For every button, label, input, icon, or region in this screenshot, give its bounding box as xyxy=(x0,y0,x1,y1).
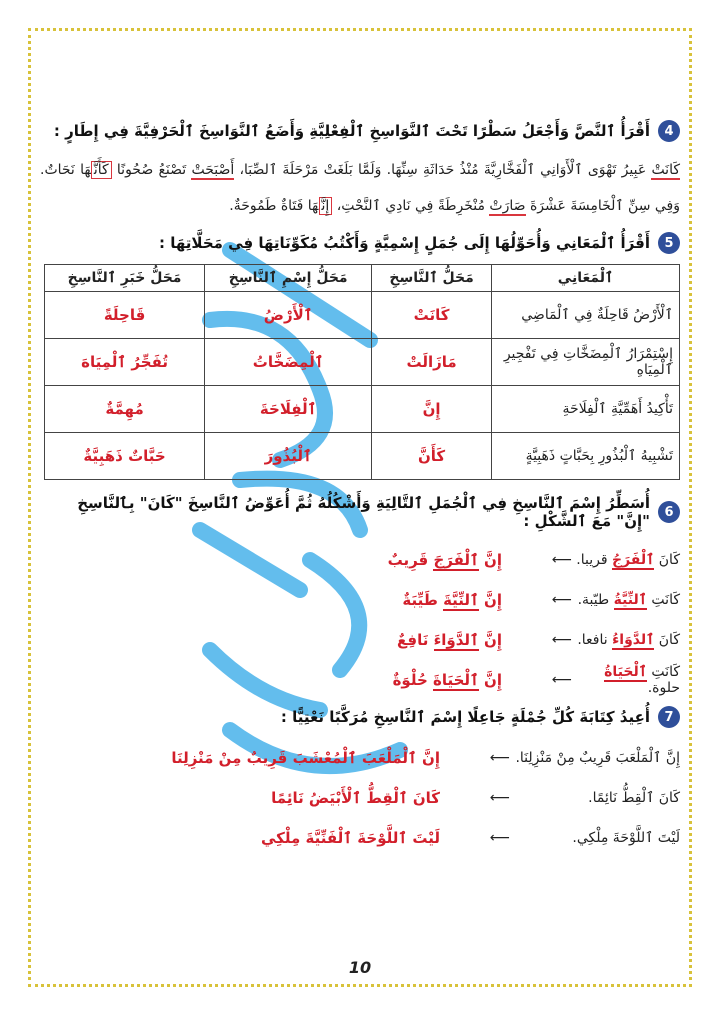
list-item xyxy=(40,818,680,858)
text-segment: إِنَّ xyxy=(478,671,502,689)
exercise-number-badge: 7 xyxy=(658,706,680,728)
ism-cell: ٱلْبُذُورَ xyxy=(205,433,372,480)
exercise-6-header xyxy=(40,494,680,530)
exercise-5-instruction: أَقْرَأُ ٱلْمَعَانِي وَأُحَوِّلُهَا إِلَى جُمَلٍ إِسْمِيَّةٍ وَأَكْتُبُ مُكَوِّنَاتِهَا فِي مَحَلَّاتِهَا : xyxy=(159,234,650,252)
meaning-cell: إِسْتِمْرَارُ ٱلْمِضَخَّاتِ فِي تَفْجِيرِ ٱلْمِيَاهِ xyxy=(492,339,680,386)
list-item xyxy=(40,660,680,700)
framed-particle: كَأَنَّ xyxy=(91,161,112,179)
text-segment: طيّبة. xyxy=(577,592,614,608)
source-sentence: لَيْتَ ٱللَّوْحَةَ مِلْكِي. xyxy=(572,830,680,846)
framed-particle: إِنَّ xyxy=(319,197,333,215)
underlined-subject: ٱلْفَرَجَ xyxy=(433,551,479,569)
underlined-subject: ٱلنِّيَّةَ xyxy=(443,591,479,609)
exercise-7-list xyxy=(40,738,680,858)
table-row xyxy=(45,386,680,433)
khabar-cell: حَبَّاتٌ ذَهَبِيَّةٌ xyxy=(45,433,205,480)
exercise-6-list xyxy=(40,540,680,700)
source-sentence: إِنَّ ٱلْمَلْعَبَ قَرِيبٌ مِنْ مَنْزِلِنَا. xyxy=(515,750,680,766)
table-row xyxy=(45,433,680,480)
source-sentence: كَانَ ٱلْقِطُّ نَائِمًا. xyxy=(588,790,680,806)
arrow-icon: ⟵ xyxy=(489,750,510,766)
list-item xyxy=(40,540,680,580)
list-item xyxy=(40,738,680,778)
text-segment: إِنَّ xyxy=(478,591,502,609)
underlined-subject: ٱلْفَرَجُ xyxy=(611,552,655,568)
underlined-subject: ٱلنِّيَّةُ xyxy=(613,592,647,608)
nasikh-cell: إِنَّ xyxy=(372,386,492,433)
exercise-6-instruction: أُسَطِّرُ إِسْمَ ٱلنَّاسِخِ فِي ٱلْجُمَلِ ٱلتَّالِيَةِ وَأَشْكُلُهُ ثُمَّ أُعَوِّضُ ٱلنَّاسِخَ "كَانَ" بِٱلنَّاسِخِ "إِنَّ" مَعَ ٱلشَّكْلِ : xyxy=(77,494,650,530)
source-sentence xyxy=(572,632,680,648)
answer-sentence xyxy=(393,671,502,689)
khabar-cell: قَاحِلَةً xyxy=(45,292,205,339)
text-segment: حلوة. xyxy=(647,680,680,696)
worksheet xyxy=(40,120,680,858)
list-item xyxy=(40,580,680,620)
arrow-icon: ⟵ xyxy=(551,632,572,648)
source-sentence xyxy=(572,552,680,568)
text-segment: نَافِعٌ xyxy=(397,631,434,649)
text-segment: إِنَّ xyxy=(478,551,502,569)
exercise-7-header xyxy=(40,706,680,728)
exercise-number-badge: 5 xyxy=(658,232,680,254)
nasikh-cell: كَانَتْ xyxy=(372,292,492,339)
list-item xyxy=(40,778,680,818)
source-sentence xyxy=(572,592,680,608)
nasikh-cell: كَأَنَّ xyxy=(372,433,492,480)
underlined-subject: ٱلدَّوَاءُ xyxy=(612,632,655,648)
underlined-subject: ٱلدَّوَاءَ xyxy=(433,631,479,649)
underlined-verb: صَارَتْ xyxy=(489,198,526,214)
page-number: 10 xyxy=(348,958,372,977)
text-segment: هَا نَحَاتٌ. وَفِي سِنِّ ٱلْخَامِسَةَ عَشْرَةَ xyxy=(40,162,680,214)
arrow-icon: ⟵ xyxy=(489,830,510,846)
arrow-icon: ⟵ xyxy=(551,592,572,608)
arrow-icon: ⟵ xyxy=(551,672,572,688)
exercise-4-text xyxy=(40,152,680,224)
answer-sentence xyxy=(397,631,502,649)
exercise-number-badge: 4 xyxy=(658,120,680,142)
underlined-verb: أَصْبَحَتْ xyxy=(191,162,235,178)
column-header: مَحَلُّ إِسْمِ ٱلنَّاسِخِ xyxy=(205,265,372,292)
meaning-cell: ٱلْأَرْضُ قَاحِلَةٌ فِي ٱلْمَاضِي xyxy=(492,292,680,339)
table-row xyxy=(45,292,680,339)
exercise-5-table xyxy=(44,264,680,480)
ism-cell: ٱلْأَرْضُ xyxy=(205,292,372,339)
answer-sentence: لَيْتَ ٱللَّوْحَةَ ٱلْفَنِّيَّةَ مِلْكِي xyxy=(260,829,440,847)
underlined-subject: ٱلْحَيَاةُ xyxy=(604,664,647,680)
text-segment: كَانَ xyxy=(654,552,680,568)
arrow-icon: ⟵ xyxy=(489,790,510,806)
text-segment: عَبِيرُ تَهْوَى ٱلْأَوَانِي ٱلْفَخَّارِيَّةَ مُنْذُ حَدَاثَةِ سِنِّهَا. وَلَمَّا بَلَغَتْ مَرْحَلَةَ ٱلصِّبَا، xyxy=(234,162,652,178)
ism-cell: ٱلْمِضَخَّاتُ xyxy=(205,339,372,386)
text-segment: نافعا. xyxy=(577,632,613,648)
exercise-number-badge: 6 xyxy=(658,501,680,523)
answer-sentence: إِنَّ ٱلْمَلْعَبَ ٱلْمُعْشَبَ قَرِيبٌ مِنْ مَنْزِلِنَا xyxy=(171,749,440,767)
text-segment: هَا فَتَاةٌ طَمُوحَةٌ. xyxy=(229,198,319,214)
table-row xyxy=(45,339,680,386)
list-item xyxy=(40,620,680,660)
khabar-cell: مُهِمَّةٌ xyxy=(45,386,205,433)
table-header-row xyxy=(45,265,680,292)
meaning-cell: تَأْكِيدُ أَهَمِّيَّةِ ٱلْفِلَاحَةِ xyxy=(492,386,680,433)
column-header: ٱلْمَعَانِي xyxy=(492,265,680,292)
column-header: مَحَلُّ خَبَرِ ٱلنَّاسِخِ xyxy=(45,265,205,292)
underlined-verb: كَانَتْ xyxy=(651,162,681,178)
text-segment: قريبا. xyxy=(576,552,612,568)
text-segment: كَانَ xyxy=(654,632,680,648)
exercise-7-instruction: أُعِيدُ كِتَابَةَ كُلِّ جُمْلَةٍ جَاعِلًا إِسْمَ ٱلنَّاسِخِ مُرَكَّبًا نَعْتِيًّا : xyxy=(280,708,650,726)
text-segment: مُنْخَرِطَةً فِي نَادِي ٱلنَّحْتِ، xyxy=(332,198,490,214)
answer-sentence xyxy=(388,551,502,569)
text-segment: إِنَّ xyxy=(478,631,502,649)
column-header: مَحَلُّ ٱلنَّاسِخِ xyxy=(372,265,492,292)
answer-sentence: كَانَ ٱلْقِطُّ ٱلْأَبْيَضُ نَائِمًا xyxy=(271,789,440,807)
text-segment: طَيِّبَةٌ xyxy=(402,591,444,609)
text-segment: كَانَتِ xyxy=(646,664,680,680)
exercise-5-header xyxy=(40,232,680,254)
text-segment: كَانَتِ xyxy=(646,592,680,608)
khabar-cell: تُفَجِّرُ ٱلْمِيَاهَ xyxy=(45,339,205,386)
underlined-subject: ٱلْحَيَاةَ xyxy=(432,671,479,689)
exercise-4-header xyxy=(40,120,680,142)
source-sentence xyxy=(572,664,680,696)
ism-cell: ٱلْفِلَاحَةَ xyxy=(205,386,372,433)
text-segment: قَرِيبٌ xyxy=(387,551,434,569)
text-segment: تَصْنَعُ صُحُونًا xyxy=(111,162,192,178)
answer-sentence xyxy=(402,591,502,609)
text-segment: حُلْوَةٌ xyxy=(392,671,433,689)
arrow-icon: ⟵ xyxy=(551,552,572,568)
nasikh-cell: مَازَالَتْ xyxy=(372,339,492,386)
meaning-cell: تَشْبِيهُ ٱلْبُذُورِ بِحَبَّاتٍ ذَهَبِيَّةٍ xyxy=(492,433,680,480)
exercise-4-instruction: أَقْرَأُ ٱلنَّصَّ وَأَجْعَلُ سَطْرًا تَحْتَ ٱلنَّوَاسِخِ ٱلْفِعْلِيَّةِ وَأَضَعُ ٱلنَّوَاسِخَ ٱلْحَرْفِيَّةَ فِي إِطَارٍ : xyxy=(53,122,650,140)
